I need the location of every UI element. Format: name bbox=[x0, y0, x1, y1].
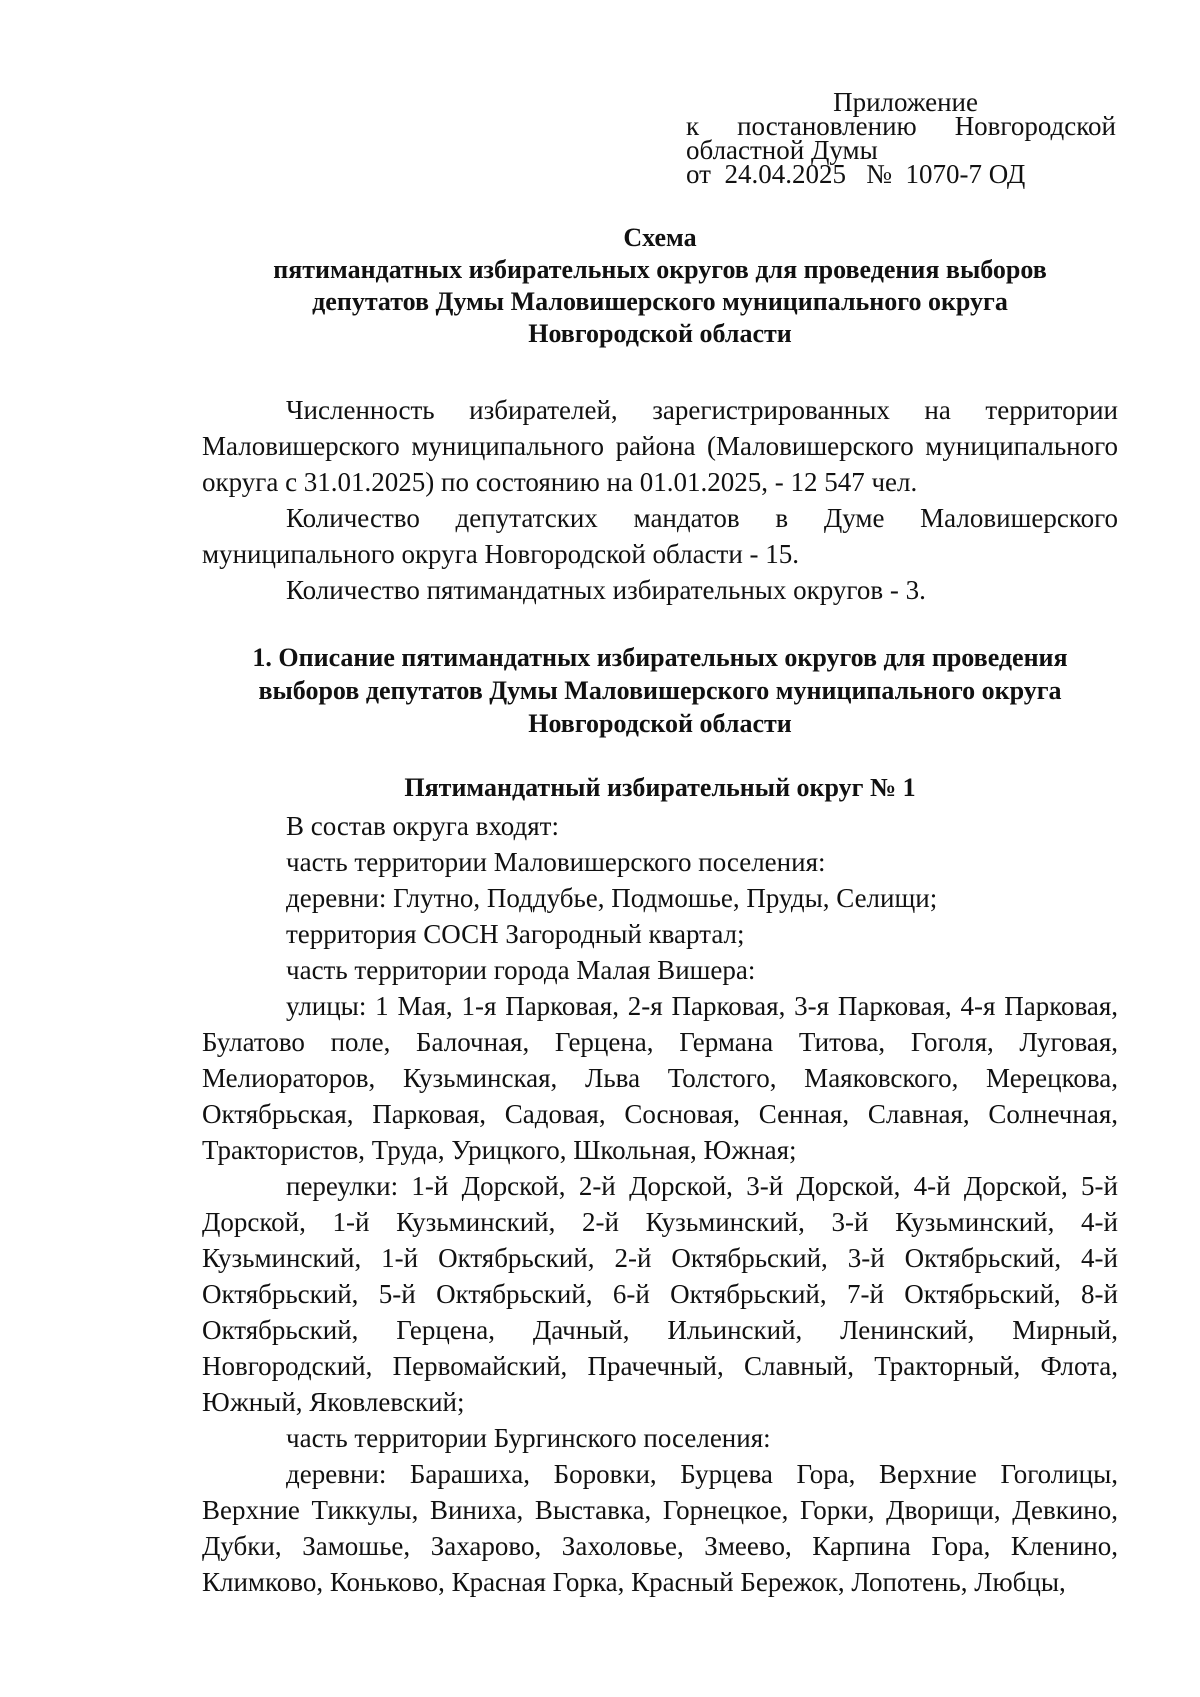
appendix-line-2-right: Новгородской bbox=[954, 111, 1116, 141]
intro-paragraph-mandates: Количество депутатских мандатов в Думе Маловишерского муниципального округа Новгородской области - 15. bbox=[202, 503, 1118, 569]
intro-paragraph-districts: Количество пятимандатных избирательных округов - 3. bbox=[286, 575, 926, 605]
district-1-line: В состав округа входят: bbox=[286, 811, 559, 841]
document-title-line-1: Схема bbox=[623, 223, 697, 252]
document-title-line-2: пятимандатных избирательных округов для проведения выборов bbox=[273, 255, 1047, 284]
district-1-line: часть территории города Малая Вишера: bbox=[286, 955, 756, 985]
document-title bbox=[200, 222, 1120, 350]
appendix-line-2-left: к bbox=[686, 111, 700, 141]
intro-paragraph-voters: Численность избирателей, зарегистрированных на территории Маловишерского муниципального района (Маловишерского муниципального округа с 31.01.2025) по состоянию на 01.01.2025, - 12 547 чел. bbox=[202, 395, 1118, 497]
appendix-date-number: от 24.04.2025 № 1070-7 ОД bbox=[686, 159, 1026, 189]
district-1-line: часть территории Маловишерского поселения: bbox=[286, 847, 826, 877]
district-1-lanes: переулки: 1-й Дорской, 2-й Дорской, 3-й Дорской, 4-й Дорской, 5-й Дорской, 1-й Кузьминский, 2-й Кузьминский, 3-й Кузьминский, 4-й Кузьминский, 1-й Октябрьский, 2-й Октябрьский, 3-й Октябрьский, 4-й Октябрьский, 5-й Октябрьский, 6-й Октябрьский, 7-й Октябрьский, 8-й Октябрьский, Герцена, Дачный, Ильинский, Ленинский, Мирный, Новгородский, Первомайский, Прачечный, Славный, Тракторный, Флота, Южный, Яковлевский; bbox=[202, 1171, 1118, 1417]
appendix-title: Приложение bbox=[833, 87, 978, 117]
section-1-title bbox=[200, 641, 1120, 740]
district-1-villages: деревни: Барашиха, Боровки, Бурцева Гора, Верхние Гоголицы, Верхние Тиккулы, Виниха, Выставка, Горнецкое, Горки, Дворищи, Девкино, Дубки, Замошье, Захарово, Захоловье, Змеево, Карпина Гора, Кленино, Климково, Коньково, Красная Горка, Красный Бережок, Лопотень, Любцы, bbox=[202, 1459, 1118, 1597]
district-1-line: деревни: Глутно, Поддубье, Подмошье, Пруды, Селищи; bbox=[286, 883, 938, 913]
intro-block bbox=[202, 392, 1118, 608]
district-1-line: территория СОСН Загородный квартал; bbox=[286, 919, 745, 949]
section-1-title-line-1: 1. Описание пятимандатных избирательных округов для проведения bbox=[252, 643, 1068, 672]
document-title-line-3: депутатов Думы Маловишерского муниципального округа bbox=[312, 287, 1008, 316]
appendix-line-3: областной Думы bbox=[686, 135, 878, 165]
section-1-title-line-2: выборов депутатов Думы Маловишерского муниципального округа bbox=[258, 676, 1062, 705]
section-1-title-line-3: Новгородской области bbox=[528, 709, 792, 738]
appendix-header bbox=[686, 87, 1116, 189]
district-1-streets: улицы: 1 Мая, 1-я Парковая, 2-я Парковая, 3-я Парковая, 4-я Парковая, Булатово поле, Балочная, Герцена, Германа Титова, Гоголя, Луговая, Мелиораторов, Кузьминская, Льва Толстого, Маяковского, Мерецкова, Октябрьская, Парковая, Садовая, Сосновая, Сенная, Славная, Солнечная, Трактористов, Труда, Урицкого, Школьная, Южная; bbox=[202, 991, 1118, 1165]
district-1-body bbox=[202, 808, 1118, 1600]
district-1-title: Пятимандатный избирательный округ № 1 bbox=[404, 773, 916, 802]
appendix-line-2-mid: постановлению bbox=[737, 111, 917, 141]
document-title-line-4: Новгородской области bbox=[528, 319, 792, 348]
district-1-burga: часть территории Бургинского поселения: bbox=[286, 1423, 771, 1453]
